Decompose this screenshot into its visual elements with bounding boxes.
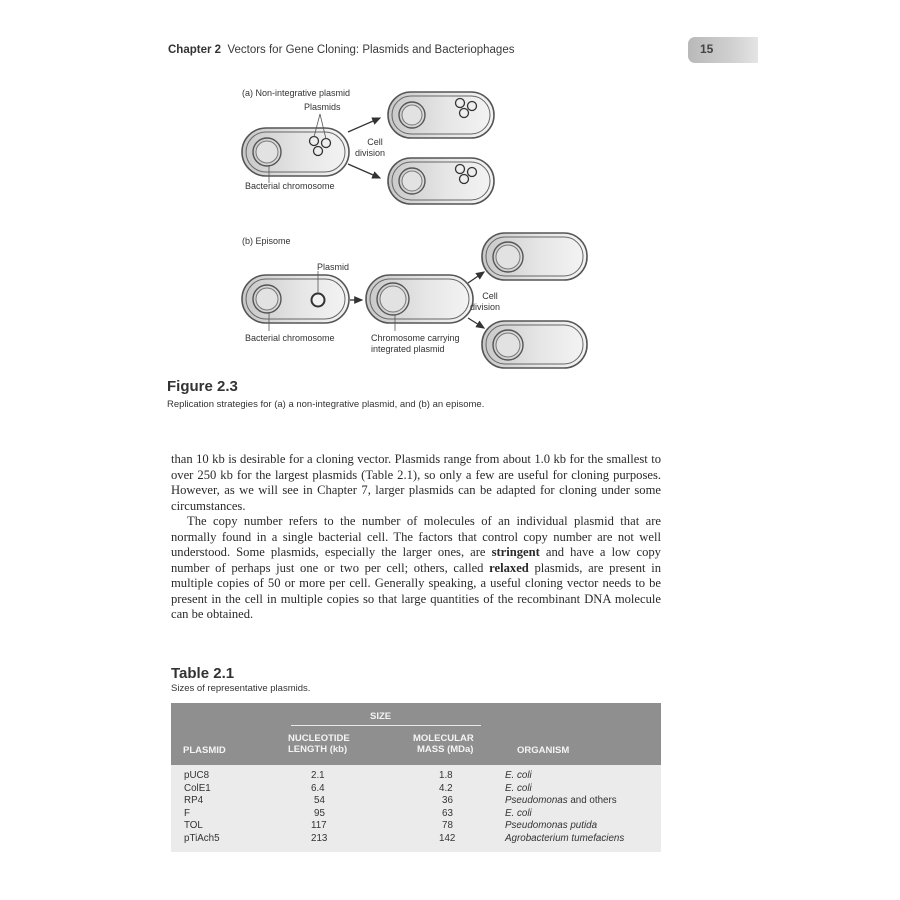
plasmid-label: Plasmid (317, 262, 350, 272)
replication-diagram (0, 0, 900, 380)
cell-organism (505, 783, 532, 796)
col-header-plasmid: PLASMID (183, 745, 226, 756)
cell-organism (505, 833, 624, 846)
cell-mass: 63 (442, 807, 453, 819)
cell-mass: 142 (439, 832, 456, 844)
organism-italic: Pseudomonas putida (505, 820, 598, 831)
cell-plasmid: TOL (184, 820, 203, 831)
chapter-title: Vectors for Gene Cloning: Plasmids and Bacteriophages (227, 44, 515, 56)
cell-plasmid: pUC8 (184, 770, 210, 781)
paragraph-2 (171, 514, 661, 623)
cell-division-label-b-2: division (470, 302, 501, 312)
cell-division-label-a-2: division (355, 148, 386, 158)
organism-italic: E. coli (505, 782, 532, 794)
daughter-cell-b-top (482, 233, 587, 280)
chapter-label: Chapter 2 (168, 44, 222, 56)
daughter-cell-a-bottom (388, 158, 494, 204)
integrated-cell-b (366, 275, 473, 331)
organism-italic: E. coli (505, 770, 532, 781)
table-body (171, 765, 661, 852)
integrated-plasmid-label-1: Chromosome carrying (371, 333, 460, 343)
col-header-organism: ORGANISM (517, 745, 570, 756)
organism-italic: Agrobacterium tumefaciens (505, 832, 625, 844)
paragraph-2-text-3: plasmids, are present in multiple copies of 50 or more per cell. Generally speaking, a useful cloning vector needs to be present in the cell in multiple copies so that large quantities of the recombinant DNA molecule can be obtained. (171, 560, 661, 621)
panel-b-label: (b) Episome (242, 236, 291, 246)
cell-mass: 36 (442, 795, 453, 806)
cell-mass: 1.8 (439, 770, 453, 781)
organism-italic: Pseudomonas (505, 795, 568, 806)
paragraph-2-text-2: and have a low copy number of perhaps just one or two per cell; others, called (171, 545, 661, 575)
cell-organism (505, 820, 597, 833)
cell-organism (505, 770, 532, 783)
table-header (171, 703, 661, 765)
cell-length: 2.1 (311, 770, 325, 781)
cell-plasmid: ColE1 (184, 782, 211, 794)
parent-cell-b (242, 271, 349, 331)
cell-length: 95 (314, 807, 325, 819)
col-header-mass-1: MOLECULAR (413, 733, 474, 744)
cell-plasmid: pTiAch5 (184, 832, 220, 844)
cell-length: 213 (311, 832, 328, 844)
cell-length: 54 (314, 795, 325, 806)
figure-caption: Replication strategies for (a) a non-integrative plasmid, and (b) an episome. (167, 399, 485, 410)
cell-length: 117 (311, 820, 327, 831)
paragraph-2-text-1: The copy number refers to the number of molecules of an individual plasmid that are normally found in a single bacterial cell. The factors that control copy number are not well understood. Some plasmids, especially the larger ones, are (171, 514, 661, 559)
body-text (171, 452, 661, 623)
cell-length: 6.4 (311, 782, 325, 794)
organism-rest: and others (567, 795, 617, 806)
size-group-header: SIZE (370, 711, 392, 722)
cell-division-label-b-1: Cell (482, 291, 498, 301)
size-group-rule (291, 725, 481, 726)
daughter-cell-b-bottom (482, 321, 587, 368)
panel-a-label: (a) Non-integrative plasmid (242, 88, 351, 98)
page-number: 15 (700, 42, 714, 56)
cell-mass: 4.2 (439, 782, 453, 794)
term-relaxed: relaxed (489, 560, 529, 575)
term-stringent: stringent (491, 545, 540, 559)
cell-organism (505, 808, 532, 821)
cell-mass: 78 (442, 820, 453, 831)
bacterial-chromosome-label-a: Bacterial chromosome (245, 181, 335, 191)
table-title: Table 2.1 (171, 665, 235, 682)
cell-plasmid: F (184, 807, 190, 819)
cell-plasmid: RP4 (184, 795, 204, 806)
plasmids-label: Plasmids (304, 102, 341, 112)
integrated-plasmid-label-2: integrated plasmid (371, 344, 445, 354)
col-header-length-2: LENGTH (kb) (288, 744, 348, 755)
col-header-length-1: NUCLEOTIDE (288, 733, 350, 744)
bacterial-chromosome-label-b: Bacterial chromosome (245, 333, 335, 343)
table-caption: Sizes of representative plasmids. (171, 683, 311, 694)
cell-division-label-a-1: Cell (367, 137, 383, 147)
col-header-mass-2: MASS (MDa) (417, 744, 474, 755)
daughter-cell-a-top (388, 92, 494, 138)
paragraph-1: than 10 kb is desirable for a cloning vector. Plasmids range from about 1.0 kb for the smallest to over 250 kb for the largest plasmids (Table 2.1), so only a few are useful for cloning purposes. However, as we will see in Chapter 7, larger plasmids can be adapted for cloning under some circumstances. (171, 452, 661, 513)
parent-cell-a (242, 114, 349, 183)
cell-organism (505, 795, 617, 808)
organism-italic: E. coli (505, 807, 532, 819)
figure-title: Figure 2.3 (167, 378, 238, 395)
